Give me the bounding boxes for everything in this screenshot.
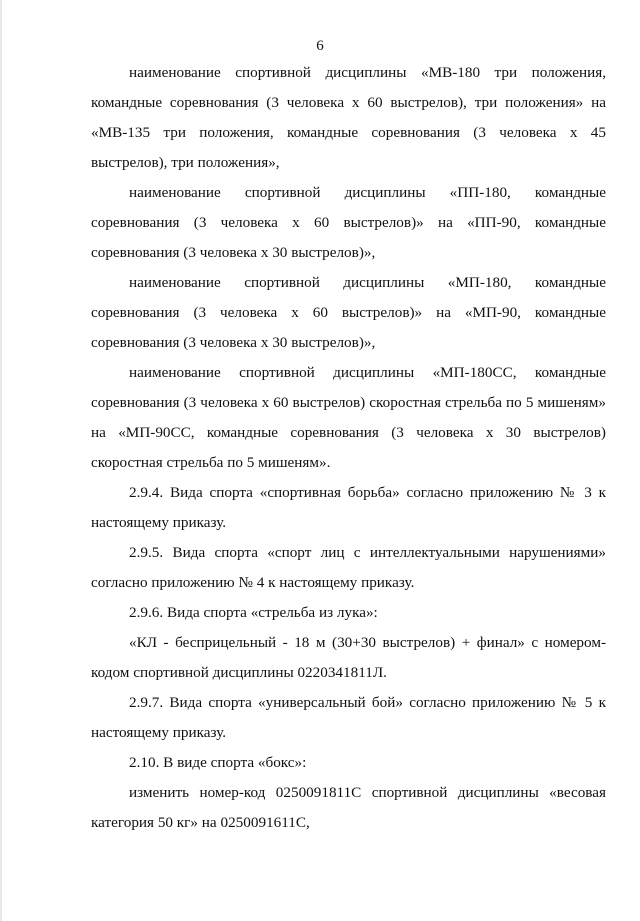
paragraph-archery-discipline: «КЛ - бесприцельный - 18 м (30+30 выстрелов) + финал» с номером-кодом спортивной дисциплины 0220341811Л. — [91, 634, 606, 681]
scan-edge — [0, 0, 2, 921]
paragraph-mv180-rename: наименование спортивной дисциплины «МВ-180 три положения, командные соревнования (3 человека х 60 выстрелов), три положения» на «МВ-135 три положения, командные соревнования (3 человека х 45 выстрелов), три положения», — [91, 64, 606, 171]
paragraph-2-9-5: 2.9.5. Вида спорта «спорт лиц с интеллектуальными нарушениями» согласно приложению № 4 к настоящему приказу. — [91, 544, 606, 591]
document-body — [91, 58, 606, 838]
paragraph-mp180ss-rename: наименование спортивной дисциплины «МП-180СС, командные соревнования (3 человека х 60 выстрелов) скоростная стрельба по 5 мишеням» на «МП-90СС, командные соревнования (3 человека х 30 выстрелов) скоростная стрельба по 5 мишеням». — [91, 364, 606, 471]
paragraph-mp180-rename: наименование спортивной дисциплины «МП-180, командные соревнования (3 человека х 60 выстрелов)» на «МП-90, командные соревнования (3 человека х 30 выстрелов)», — [91, 274, 606, 351]
paragraph-boxing-code-change: изменить номер-код 0250091811С спортивной дисциплины «весовая категория 50 кг» на 0250091611С, — [91, 784, 606, 831]
paragraph-pp180-rename: наименование спортивной дисциплины «ПП-180, командные соревнования (3 человека х 60 выстрелов)» на «ПП-90, командные соревнования (3 человека х 30 выстрелов)», — [91, 184, 606, 261]
paragraph-2-9-6: 2.9.6. Вида спорта «стрельба из лука»: — [129, 604, 378, 621]
page-number: 6 — [316, 38, 324, 54]
paragraph-2-9-7: 2.9.7. Вида спорта «универсальный бой» согласно приложению № 5 к настоящему приказу. — [91, 694, 606, 741]
paragraph-2-10: 2.10. В виде спорта «бокс»: — [129, 754, 307, 771]
paragraph-2-9-4: 2.9.4. Вида спорта «спортивная борьба» согласно приложению № 3 к настоящему приказу. — [91, 484, 606, 531]
